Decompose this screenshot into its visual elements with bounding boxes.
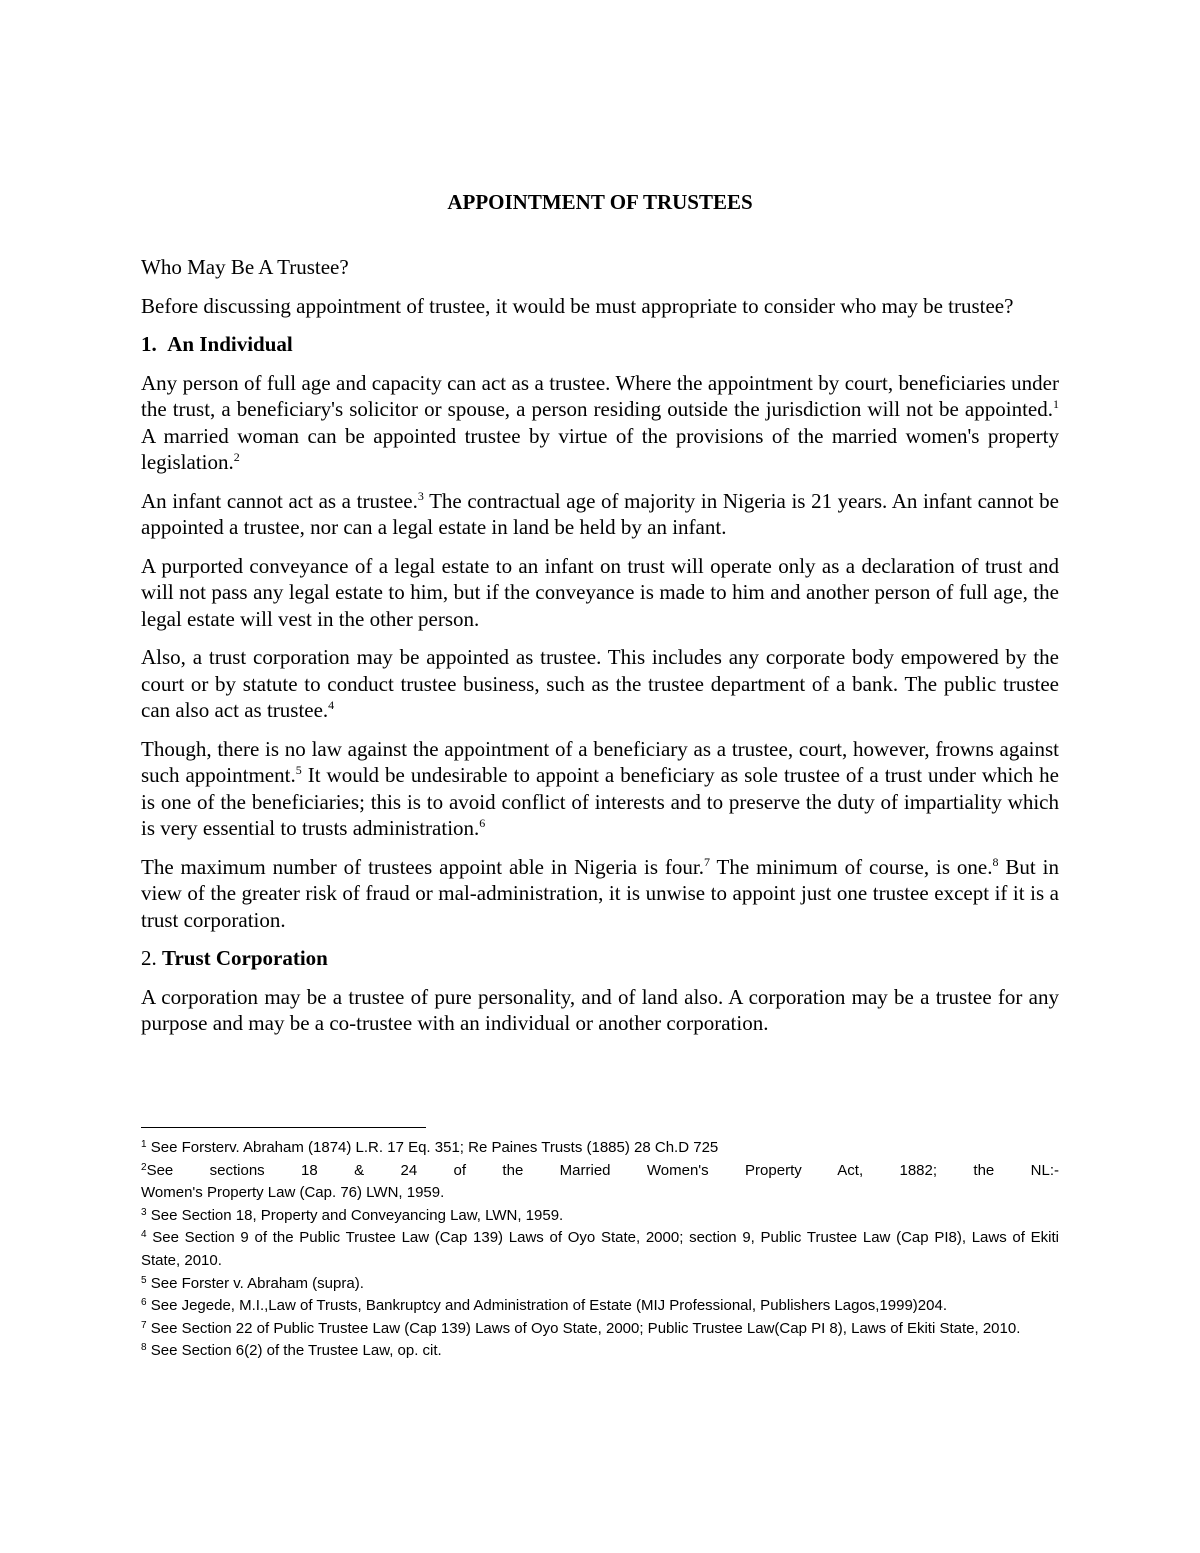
paragraph [141,370,1059,476]
paragraph [141,644,1059,724]
footnote-ref: 7 [704,854,710,869]
footnote-number: 1 [141,1139,147,1150]
footnote [141,1295,1059,1318]
paragraph-text: A married woman can be appointed trustee by virtue of the provisions of the married women's property legislation. [141,423,1059,474]
footnote-number: 7 [141,1319,147,1331]
footnote-number: 3 [141,1206,147,1218]
paragraph-text: The minimum of course, is one. [710,854,993,879]
paragraph: A purported conveyance of a legal estate to an infant on trust will operate only as a declaration of trust and will not pass any legal estate to him, but if the conveyance is made to him and another person of full age, the legal estate will vest in the other person. [141,553,1059,631]
page-title: APPOINTMENT OF TRUSTEES [447,190,753,214]
footnote-continuation: Women's Property Law (Cap. 76) LWN, 1959. [141,1184,445,1202]
footnote-ref: 4 [328,698,335,712]
footnote [141,1205,1059,1228]
footnote [141,1137,1059,1160]
footnote-text: See Section 6(2) of the Trustee Law, op. cit. [146,1342,442,1360]
paragraph [141,854,1059,934]
paragraph-text: Any person of full age and capacity can act as a trustee. Where the appointment by court, beneficiaries under the trust, a beneficiary's solicitor or spouse, a person residing outside the jurisdiction will not be appointed. [141,370,1059,421]
section-number: 2. [141,946,157,970]
footnote-text: See sections 18 & 24 of the Married Women's Property Act, 1882; the NL:- [146,1161,1059,1179]
section-heading-individual [141,331,1059,358]
footnote [141,1160,1059,1183]
footnote-ref: 6 [479,816,486,830]
intro-paragraph: Before discussing appointment of trustee, it would be must appropriate to consider who may be trustee? [141,293,1014,318]
footnote-text: See Forster v. Abraham (supra). [146,1274,364,1292]
paragraph-text: The maximum number of trustees appoint able in Nigeria is four. [141,854,704,879]
section-title: Trust Corporation [162,946,328,970]
paragraph [141,488,1059,541]
footnote-number: 2 [141,1161,147,1173]
footnote-ref: 3 [417,488,424,503]
section-heading-trust-corporation [141,945,1059,972]
footnote-separator [141,1127,426,1128]
footnotes [141,1137,1059,1363]
footnote-ref: 2 [233,450,240,464]
footnote-text: See Section 18, Property and Conveyancing Law, LWN, 1959. [146,1206,564,1224]
paragraph-text: It would be undesirable to appoint a beneficiary as sole trustee of a trust under which he is one of the beneficiaries; this is to avoid conflict of interests and to preserve the duty of impartiality which is very essential to trusts administration. [141,763,1059,840]
footnote [141,1273,1059,1296]
footnote-text: See Section 22 of Public Trustee Law (Cap 139) Laws of Oyo State, 2000; Public Trustee Law(Cap PI 8), Laws of Ekiti State, 2010. [146,1319,1021,1337]
footnote-number: 6 [141,1297,147,1309]
paragraph-text: An infant cannot act as a trustee. [141,488,418,513]
footnote-text: See Section 9 of the Public Trustee Law (Cap 139) Laws of Oyo State, 2000; section 9, Public Trustee Law (Cap PI8), Laws of Ekiti State, 2010. [141,1229,1059,1269]
document-body [141,188,1059,1049]
footnote [141,1318,1059,1341]
footnote-ref: 8 [992,854,999,869]
footnote-ref: 1 [1053,397,1059,411]
footnote-text: See Jegede, M.I.,Law of Trusts, Bankruptcy and Administration of Estate (MIJ Professional, Publishers Lagos,1999)204. [146,1297,947,1315]
section-title: An Individual [167,332,293,356]
paragraph-text: The contractual age of majority in Nigeria is 21 years. An infant cannot be appointed a trustee, nor can a legal estate in land be held by an infant. [141,488,1060,539]
paragraph [141,736,1059,842]
paragraph: A corporation may be a trustee of pure personality, and of land also. A corporation may be a trustee for any purpose and may be a co-trustee with an individual or another corporation. [141,984,1059,1035]
footnote [141,1227,1059,1272]
intro-question: Who May Be A Trustee? [141,255,349,279]
paragraph-text: Though, there is no law against the appointment of a beneficiary as a trustee, court, however, frowns against such appointment. [141,736,1059,787]
footnote-number: 8 [141,1342,147,1354]
footnote-ref: 5 [295,763,302,777]
footnote-number: 4 [141,1229,147,1241]
section-number: 1. [141,332,157,356]
paragraph-text: Also, a trust corporation may be appointed as trustee. This includes any corporate body empowered by the court or by statute to conduct trustee business, such as the trustee department of a bank. The public trustee can also act as trustee. [141,645,1059,722]
footnote-text: See Forsterv. Abraham (1874) L.R. 17 Eq. 351; Re Paines Trusts (1885) 28 Ch.D 725 [146,1139,719,1156]
paragraph-text: But in view of the greater risk of fraud or mal-administration, it is unwise to appoint just one trustee except if it is a trust corporation. [141,854,1059,932]
footnote-number: 5 [141,1274,147,1286]
footnote [141,1340,1059,1363]
